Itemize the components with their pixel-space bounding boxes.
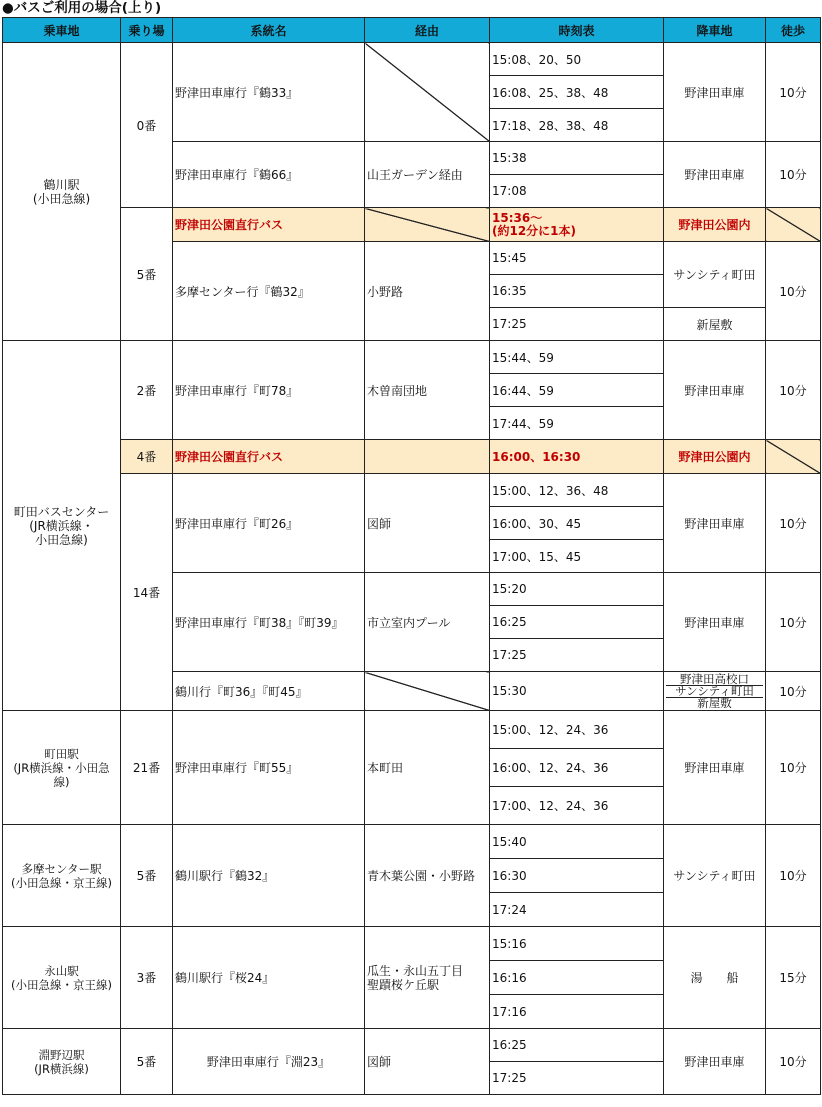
via-cell: 図師 xyxy=(365,1029,490,1095)
time-cell: 16:00、16:30 xyxy=(490,440,664,474)
route-cell: 野津田車庫行『町38』『町39』 xyxy=(173,573,365,672)
alight-stop: サンシティ町田 xyxy=(666,686,763,698)
alight-cell: 野津田車庫 xyxy=(664,43,766,142)
platform-cell: 14番 xyxy=(121,474,173,711)
via-cell: 小野路 xyxy=(365,242,490,341)
time-cell: 16:30 xyxy=(490,859,664,893)
time-cell: 15:40 xyxy=(490,825,664,859)
table-row xyxy=(3,927,821,961)
table-row xyxy=(3,825,821,859)
time-cell: 16:35 xyxy=(490,275,664,308)
walk-cell: 10分 xyxy=(766,672,821,711)
platform-cell: 2番 xyxy=(121,341,173,440)
station-cell: 永山駅 (小田急線・京王線) xyxy=(3,927,121,1029)
via-cell: 青木葉公園・小野路 xyxy=(365,825,490,927)
walk-cell: 10分 xyxy=(766,1029,821,1095)
alight-cell: 野津田車庫 xyxy=(664,474,766,573)
platform-cell: 21番 xyxy=(121,711,173,825)
walk-cell: 10分 xyxy=(766,142,821,208)
route-cell: 野津田車庫行『鶴33』 xyxy=(173,43,365,142)
route-cell: 野津田車庫行『町78』 xyxy=(173,341,365,440)
via-cell: 図師 xyxy=(365,474,490,573)
route-cell: 野津田公園直行バス xyxy=(173,440,365,474)
station-cell: 町田駅 (JR横浜線・小田急 線) xyxy=(3,711,121,825)
route-cell: 野津田車庫行『鶴66』 xyxy=(173,142,365,208)
time-cell: 16:25 xyxy=(490,1029,664,1062)
route-cell: 鶴川駅行『桜24』 xyxy=(173,927,365,1029)
alight-cell: 野津田車庫 xyxy=(664,711,766,825)
platform-cell: 5番 xyxy=(121,208,173,341)
via-cell: 瓜生・永山五丁目 聖蹟桜ケ丘駅 xyxy=(365,927,490,1029)
alight-cell: 野津田車庫 xyxy=(664,142,766,208)
station-cell: 町田バスセンター (JR横浜線・ 小田急線) xyxy=(3,341,121,711)
header-row xyxy=(3,18,821,43)
via-empty-cell xyxy=(365,672,490,711)
col-header-route: 系統名 xyxy=(173,18,365,43)
table-row xyxy=(3,1029,821,1062)
time-cell: 17:24 xyxy=(490,893,664,927)
walk-cell: 10分 xyxy=(766,474,821,573)
table-row-highlight xyxy=(3,440,821,474)
alight-cell: サンシティ町田 xyxy=(664,825,766,927)
time-cell: 15:38 xyxy=(490,142,664,175)
via-empty-cell xyxy=(365,440,490,474)
time-cell: 15:08、20、50 xyxy=(490,43,664,76)
walk-empty-cell xyxy=(766,440,821,474)
col-header-platform: 乗り場 xyxy=(121,18,173,43)
platform-cell: 3番 xyxy=(121,927,173,1029)
via-empty-cell xyxy=(365,43,490,142)
table-row xyxy=(3,474,821,507)
col-header-station: 乗車地 xyxy=(3,18,121,43)
route-cell: 鶴川駅行『鶴32』 xyxy=(173,825,365,927)
via-cell: 市立室内プール xyxy=(365,573,490,672)
time-cell: 17:16 xyxy=(490,995,664,1029)
via-cell: 山王ガーデン経由 xyxy=(365,142,490,208)
route-cell: 野津田公園直行バス xyxy=(173,208,365,242)
alight-cell: 野津田車庫 xyxy=(664,573,766,672)
alight-cell: 野津田公園内 xyxy=(664,208,766,242)
alight-cell: 野津田車庫 xyxy=(664,1029,766,1095)
time-cell: 15:00、12、24、36 xyxy=(490,711,664,749)
time-cell: 17:25 xyxy=(490,639,664,672)
table-row xyxy=(3,43,821,76)
alight-cell: 新屋敷 xyxy=(664,308,766,341)
walk-cell: 10分 xyxy=(766,825,821,927)
route-cell: 野津田車庫行『町26』 xyxy=(173,474,365,573)
alight-cell: 湯 船 xyxy=(664,927,766,1029)
time-cell: 17:25 xyxy=(490,308,664,341)
walk-cell: 10分 xyxy=(766,242,821,341)
col-header-walk: 徒歩 xyxy=(766,18,821,43)
time-cell: 16:16 xyxy=(490,961,664,995)
platform-cell: 0番 xyxy=(121,43,173,208)
time-cell: 16:44、59 xyxy=(490,374,664,407)
table-row xyxy=(3,711,821,749)
platform-cell: 4番 xyxy=(121,440,173,474)
time-cell: 16:00、30、45 xyxy=(490,507,664,540)
time-cell: 15:45 xyxy=(490,242,664,275)
time-cell: 17:00、15、45 xyxy=(490,540,664,573)
walk-cell: 10分 xyxy=(766,711,821,825)
station-cell: 鶴川駅 (小田急線) xyxy=(3,43,121,341)
via-cell: 本町田 xyxy=(365,711,490,825)
time-cell: 17:00、12、24、36 xyxy=(490,787,664,825)
time-cell: 17:44、59 xyxy=(490,407,664,440)
alight-stack-cell xyxy=(664,672,766,711)
alight-cell: 野津田車庫 xyxy=(664,341,766,440)
bus-timetable xyxy=(2,17,821,1095)
walk-cell: 15分 xyxy=(766,927,821,1029)
via-empty-cell xyxy=(365,208,490,242)
route-cell: 多摩センター行『鶴32』 xyxy=(173,242,365,341)
alight-stop: 新屋敷 xyxy=(697,695,732,710)
time-cell: 15:20 xyxy=(490,573,664,606)
time-cell: 15:44、59 xyxy=(490,341,664,374)
route-cell: 野津田車庫行『淵23』 xyxy=(173,1029,365,1095)
walk-cell: 10分 xyxy=(766,341,821,440)
time-cell: 15:16 xyxy=(490,927,664,961)
time-cell: 15:30 xyxy=(490,672,664,711)
station-cell: 多摩センター駅 (小田急線・京王線) xyxy=(3,825,121,927)
time-cell: 15:36～ (約12分に1本) xyxy=(490,208,664,242)
route-cell: 鶴川行『町36』『町45』 xyxy=(173,672,365,711)
time-cell: 16:25 xyxy=(490,606,664,639)
time-cell: 17:25 xyxy=(490,1062,664,1095)
col-header-timetable: 時刻表 xyxy=(490,18,664,43)
alight-cell: 野津田公園内 xyxy=(664,440,766,474)
alight-stop: 野津田高校口 xyxy=(666,674,763,686)
time-cell: 17:18、28、38、48 xyxy=(490,109,664,142)
time-cell: 16:00、12、24、36 xyxy=(490,749,664,787)
table-row-highlight xyxy=(3,208,821,242)
alight-cell: サンシティ町田 xyxy=(664,242,766,308)
col-header-via: 経由 xyxy=(365,18,490,43)
table-row xyxy=(3,341,821,374)
walk-cell: 10分 xyxy=(766,573,821,672)
time-cell: 16:08、25、38、48 xyxy=(490,76,664,109)
walk-cell: 10分 xyxy=(766,43,821,142)
walk-empty-cell xyxy=(766,208,821,242)
platform-cell: 5番 xyxy=(121,1029,173,1095)
page-title: ●バスご利用の場合(上り) xyxy=(2,0,162,16)
route-cell: 野津田車庫行『町55』 xyxy=(173,711,365,825)
time-cell: 17:08 xyxy=(490,175,664,208)
col-header-alight: 降車地 xyxy=(664,18,766,43)
station-cell: 淵野辺駅 (JR横浜線) xyxy=(3,1029,121,1095)
platform-cell: 5番 xyxy=(121,825,173,927)
via-cell: 木曽南団地 xyxy=(365,341,490,440)
time-cell: 15:00、12、36、48 xyxy=(490,474,664,507)
